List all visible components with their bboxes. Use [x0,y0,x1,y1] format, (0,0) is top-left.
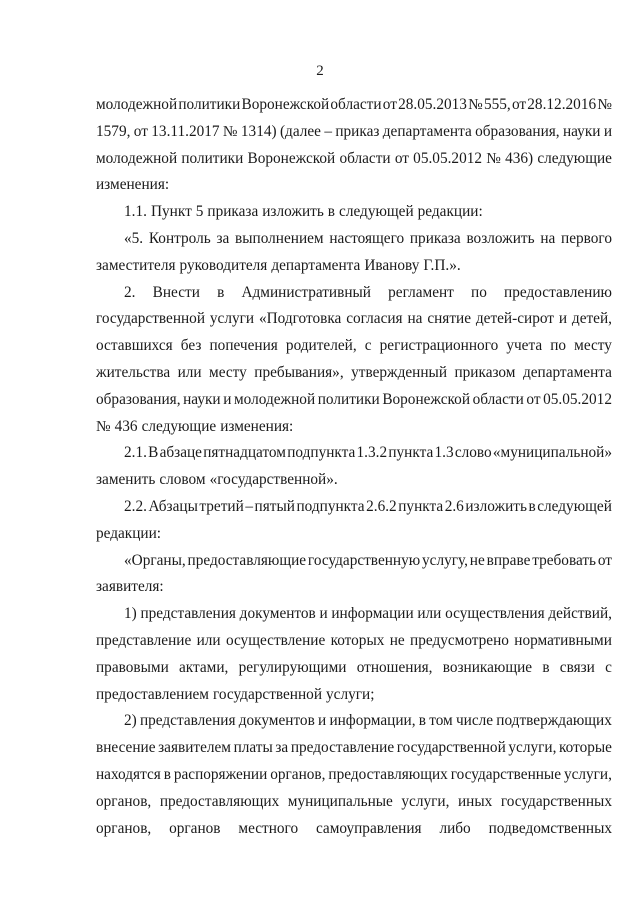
text-line [96,655,612,682]
word: государственных [500,792,612,810]
word: детей, [571,310,612,328]
word: изменения: [96,176,170,194]
word: науки [183,390,221,408]
word: представления [139,712,236,730]
word: 1314) [240,122,277,140]
text-line [96,735,612,762]
word: 2.6 [444,497,464,515]
word: оставшихся [96,337,173,355]
word: которых [330,631,385,649]
word: В [148,444,159,462]
word: за [216,229,230,247]
word: услуги, [563,765,612,783]
word: 28.12.2016 [527,96,597,113]
word: в [217,283,225,301]
word: Контроль [148,229,211,247]
word: и [603,122,612,140]
text-line [96,628,612,655]
text-line [96,440,612,467]
text-line [96,467,612,494]
word: отношения, [356,658,433,676]
word: платы [233,739,273,757]
word: действий, [548,605,612,623]
word: числе [455,712,494,730]
word: услуги [209,310,255,328]
word: предоставление [290,739,395,757]
word: связи [559,658,595,676]
word: образования, [96,390,181,408]
word: в [418,712,426,730]
word: приказа [207,203,259,221]
word: 05.05.2012 [413,149,483,167]
word: от [382,96,397,113]
word: 13.11.2017 [151,122,220,140]
document-body [96,92,612,842]
word: первого [561,229,612,247]
word: требовать [532,551,597,569]
word: с [364,337,372,355]
word: от [526,390,541,408]
text-line [96,708,612,735]
word: науки [562,122,601,140]
word: том [429,712,453,730]
word: осуществления [445,605,545,623]
word: области [339,149,391,167]
word: государственной [212,685,323,703]
word: органов, [270,765,326,783]
word: – [324,122,332,140]
word: родителей, [285,337,357,355]
word: информации [331,605,414,623]
text-line [96,548,612,575]
word: от [511,96,527,113]
word: находятся [96,765,161,783]
word: пятнадцатом [203,444,286,462]
word: возникающие [442,658,533,676]
word: заявителя: [96,578,164,596]
word: либо [439,819,471,837]
word: от [394,149,409,167]
word: пункта [388,444,434,462]
word: государственную [307,551,421,569]
word: политики [178,96,241,113]
word: абзаце [159,444,202,462]
word: в [542,658,550,676]
word: документов [239,605,316,623]
text-line [96,253,612,280]
word: не [389,631,405,649]
word: редакции: [96,524,162,542]
word: политики [317,390,380,408]
word: Воронежской [247,149,336,167]
word: услугу, [422,551,468,569]
word: без [180,337,202,355]
word: внесение [96,739,156,757]
word: № [222,122,238,140]
word: от [597,551,612,569]
word: нормативными [514,631,612,649]
word: в [163,765,171,783]
word: пятый [254,497,295,515]
word: третий [199,497,244,515]
word: № [96,417,111,435]
word: или [417,605,442,623]
word: 2.2. [124,497,147,515]
word: утвержденный [351,363,448,381]
word: подпункта [296,497,365,515]
word: № [597,96,612,113]
word: изложить [262,203,324,221]
word: департамента [522,363,612,381]
word: которые [559,739,612,757]
word: документов [238,712,315,730]
word: подведомственных [488,819,612,837]
word: молодежной [96,96,178,113]
word: и [318,712,327,730]
word: № [486,149,501,167]
text-line [96,172,612,199]
word: представления [140,605,236,623]
word: от [133,122,148,140]
word: предоставлением [96,685,209,703]
word: подтверждающих [496,712,612,730]
word: Внести [152,283,200,301]
word: представление [96,631,192,649]
word: приказа [409,229,461,247]
word: 2.6.2 [366,497,397,515]
word: Воронежской [241,96,330,113]
word: молодежной [96,149,178,167]
word: 05.05.2012 [543,390,612,408]
text-line [96,306,612,333]
word: детей-сирот [475,310,554,328]
word: № [468,96,483,113]
word: по [471,283,487,301]
word: заместителя [96,256,176,274]
word: руководителя [179,256,268,274]
word: на [407,310,423,328]
word: «Подготовка [258,310,342,328]
word: органов, [96,819,152,837]
word: или [177,363,202,381]
word: в [528,497,536,515]
word: Воронежской [382,390,471,408]
word: услуги, [508,739,557,757]
word: 1.3.2 [356,444,388,462]
word: «муниципальной» [492,444,612,462]
word: и [319,605,328,623]
word: молодежной [234,390,316,408]
word: «государственной». [209,471,338,489]
word: за [275,739,289,757]
word: следующей [339,203,414,221]
word: слово [454,444,492,462]
word: с [605,658,612,676]
word: регулирующими [238,658,347,676]
word: департамента [271,256,361,274]
text-line [96,816,612,843]
word: следующие [141,417,217,435]
text-line [96,494,612,521]
text-line [96,601,612,628]
text-line [96,280,612,307]
word: 28.05.2013 [398,96,467,113]
word: регистрационного [379,337,499,355]
word: снятие [427,310,472,328]
word: изменения: [220,417,294,435]
text-line [96,387,612,414]
word: и [223,390,232,408]
word: осуществление [225,631,326,649]
word: месту [209,363,247,381]
text-line [96,146,612,173]
word: органов, [96,792,152,810]
word: месту [574,337,612,355]
word: редакции: [417,203,483,221]
word: департамента [382,122,472,140]
text-line [96,574,612,601]
word: Абзацы [148,497,198,515]
word: 5 [195,203,204,221]
word: 1) [124,605,137,623]
text-line [96,119,612,146]
word: следующей [537,497,612,515]
word: предоставлению [504,283,612,301]
text-line [96,226,612,253]
word: 555, [483,96,511,113]
text-line [96,92,612,119]
word: словом [159,471,206,489]
text-line [96,521,612,548]
word: заменить [96,471,156,489]
word: вправе [486,551,531,569]
word: государственные [450,765,562,783]
word: согласия [346,310,403,328]
word: образования, [475,122,560,140]
word: муниципальные [287,792,393,810]
text-line [96,789,612,816]
word: предоставляющие [187,551,307,569]
word: услуги; [326,685,375,703]
word: предоставляющих [159,792,280,810]
word: по [550,337,567,355]
text-line [96,682,612,709]
word: настоящего [329,229,405,247]
word: области [472,390,524,408]
word: предоставляющих [328,765,448,783]
word: не [469,551,485,569]
word: заявителем [158,739,231,757]
word: возложить [466,229,535,247]
text-line [96,333,612,360]
text-line [96,414,612,441]
word: пункта [398,497,444,515]
word: попечения [209,337,278,355]
page-number: 2 [316,63,324,79]
word: государственной [96,310,206,328]
word: предусмотрено [410,631,509,649]
word: следующие [537,149,612,167]
word: самоуправления [315,819,422,837]
word: 436) [505,149,534,167]
word: местного [238,819,299,837]
word: 1.3 [434,444,454,462]
text-line [96,199,612,226]
word: распоряжении [173,765,268,783]
word: политики [181,149,244,167]
word: выполнением [235,229,324,247]
word: в [327,203,336,221]
word: или [196,631,221,649]
text-line [96,360,612,387]
word: 1.1. [124,203,147,221]
word: приказ [335,122,380,140]
word: на [540,229,556,247]
word: Административный [241,283,371,301]
word: информации, [329,712,416,730]
word: 2. [124,283,136,301]
word: услуги, [401,792,450,810]
word: области [330,96,382,113]
word: жительства [96,363,171,381]
word: изложить [465,497,527,515]
word: 436 [114,417,138,435]
word: актами, [179,658,229,676]
word: учета [506,337,543,355]
word: подпункта [287,444,356,462]
word: пребывания», [254,363,344,381]
word: регламент [388,283,454,301]
word: приказом [454,363,516,381]
word: 2.1. [124,444,147,462]
word: (далее [279,122,321,140]
word: «Органы, [124,551,186,569]
word: Пункт [150,203,192,221]
word: Иванову [364,256,420,274]
word: и [558,310,568,328]
word: иных [457,792,493,810]
word: 2) [124,712,137,730]
word: 1579, [96,122,131,140]
word: Г.П.». [423,256,461,274]
word: правовыми [96,658,169,676]
word: – [245,497,253,515]
word: государственной [396,739,506,757]
text-line [96,762,612,789]
word: органов [169,819,221,837]
word: «5. [124,229,144,247]
